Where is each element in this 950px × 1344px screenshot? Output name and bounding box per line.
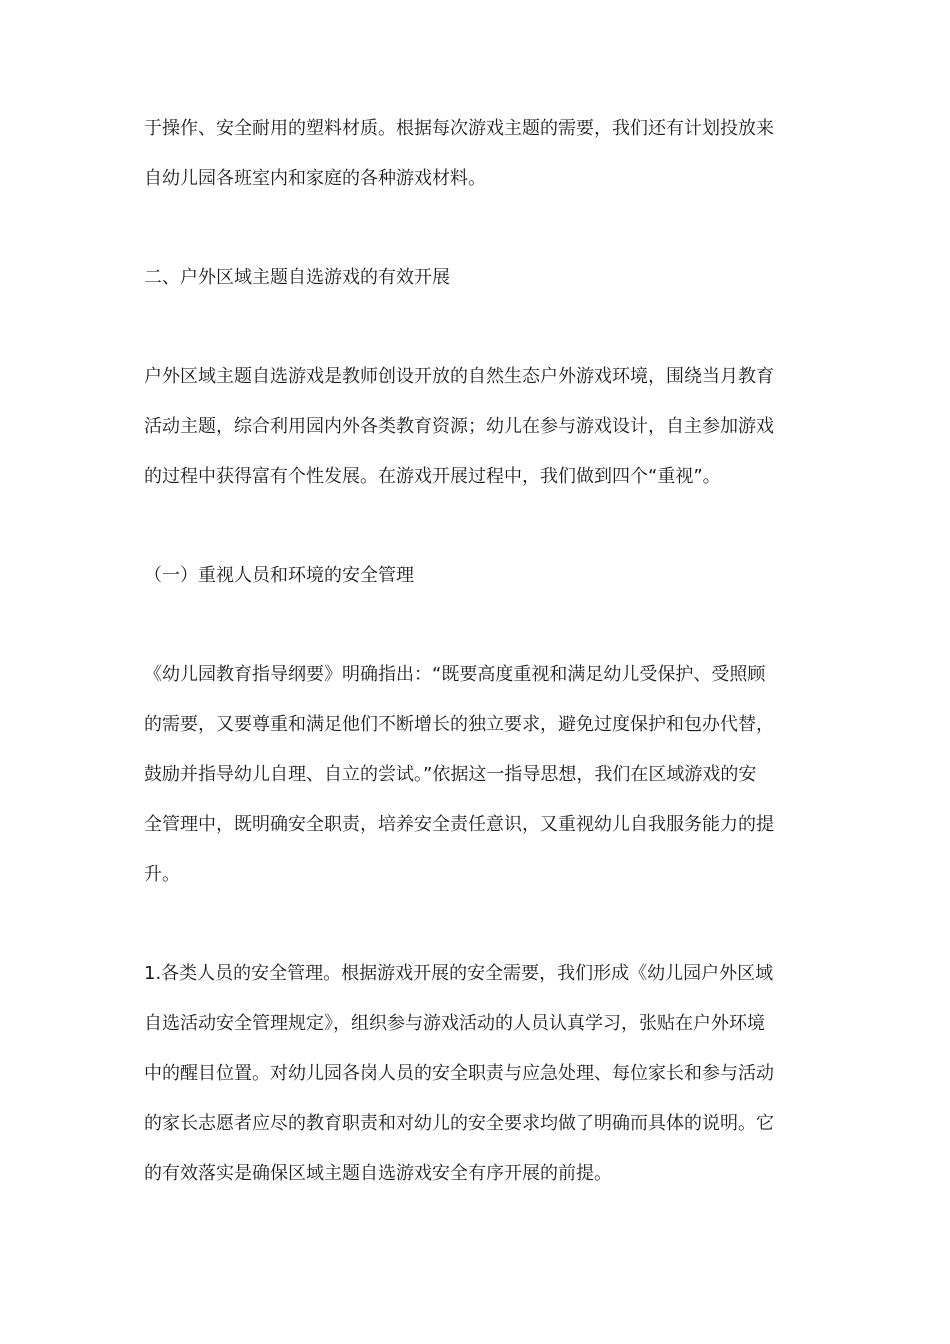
text-line: 活动主题，综合利用园内外各类教育资源；幼儿在参与游戏设计，自主参加游戏 xyxy=(144,416,774,437)
text-line: 鼓励并指导幼儿自理、自立的尝试。”依据这一指导思想，我们在区域游戏的安 xyxy=(144,764,757,785)
heading-text: （一）重视人员和环境的安全管理 xyxy=(144,565,414,586)
text-line: 的过程中获得富有个性发展。在游戏开展过程中，我们做到四个“重视”。 xyxy=(144,466,721,487)
subsection-heading-one xyxy=(144,551,824,601)
section-heading-two xyxy=(144,253,824,303)
text-line: 中的醒目位置。对幼儿园各岗人员的安全职责与应急处理、每位家长和参与活动 xyxy=(144,1063,774,1084)
text-line: 的有效落实是确保区域主题自选游戏安全有序开展的前提。 xyxy=(144,1163,612,1184)
paragraph-intro xyxy=(144,352,824,502)
text-line: 全管理中，既明确安全职责，培养安全责任意识，又重视幼儿自我服务能力的提 xyxy=(144,814,774,835)
text-line: 于操作、安全耐用的塑料材质。根据每次游戏主题的需要，我们还有计划投放来 xyxy=(144,118,774,139)
text-line: 1.各类人员的安全管理。根据游戏开展的安全需要，我们形成《幼儿园户外区域 xyxy=(144,963,774,984)
text-line: 的需要，又要尊重和满足他们不断增长的独立要求，避免过度保护和包办代替， xyxy=(144,714,774,735)
paragraph-staff-safety xyxy=(144,949,824,1199)
text-line: 的家长志愿者应尽的教育职责和对幼儿的安全要求均做了明确而具体的说明。它 xyxy=(144,1113,774,1134)
paragraph-guideline xyxy=(144,650,824,900)
document-body xyxy=(144,104,824,1248)
text-line: 户外区域主题自选游戏是教师创设开放的自然生态户外游戏环境，围绕当月教育 xyxy=(144,366,774,387)
paragraph-materials xyxy=(144,104,824,204)
text-line: 自幼儿园各班室内和家庭的各种游戏材料。 xyxy=(144,168,486,189)
text-line: 《幼儿园教育指导纲要》明确指出：“既要高度重视和满足幼儿受保护、受照顾 xyxy=(144,664,766,685)
heading-text: 二、户外区域主题自选游戏的有效开展 xyxy=(144,267,450,288)
text-line: 升。 xyxy=(144,864,180,885)
text-line: 自选活动安全管理规定》，组织参与游戏活动的人员认真学习，张贴在户外环境 xyxy=(144,1013,765,1034)
